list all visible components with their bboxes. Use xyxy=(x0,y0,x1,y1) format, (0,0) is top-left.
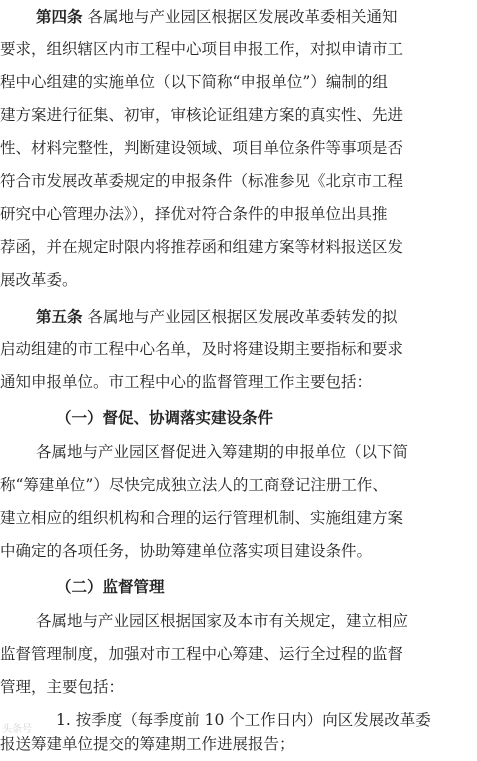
article-5-line-3: 通知申报单位。市工程中心的监督管理工作主要包括： xyxy=(0,373,373,391)
section-1-line-2: 称“筹建单位”）尽快完成独立法人的工商登记注册工作、 xyxy=(0,476,388,494)
section-1-line-1: 各属地与产业园区督促进入筹建期的申报单位（以下简 xyxy=(36,443,409,461)
section-2-line-1: 各属地与产业园区根据国家及本市有关规定，建立相应 xyxy=(36,612,409,630)
section-1-line-4: 中确定的各项任务，协助筹建单位落实项目建设条件。 xyxy=(0,542,373,560)
article-4-line-2: 要求，组织辖区内市工程中心项目申报工作，对拟申请市工 xyxy=(0,40,404,58)
section-2-line-2: 监督管理制度，加强对市工程中心筹建、运行全过程的监督 xyxy=(0,645,404,663)
article-4-line-4: 建方案进行征集、初审，审核论证组建方案的真实性、先进 xyxy=(0,106,404,124)
section-2-item-1-line-1: 1. 按季度（每季度前 10 个工作日内）向区发展改革委 xyxy=(56,711,431,729)
section-1-heading: （一）督促、协调落实建设条件 xyxy=(56,408,274,427)
article-5-line-1 xyxy=(0,300,477,333)
article-4-text: 各属地与产业园区根据区发展改革委相关通知 xyxy=(82,8,398,26)
article-4-line-1 xyxy=(0,0,477,33)
section-1-line-3: 建立相应的组织机构和合理的运行管理机制、实施组建方案 xyxy=(0,509,404,527)
section-2-heading: （二）监督管理 xyxy=(56,577,165,596)
article-4-heading: 第四条 xyxy=(36,7,83,26)
article-4-line-6: 符合市发展改革委规定的申报条件（标准参见《北京市工程 xyxy=(0,172,404,190)
article-4-line-7: 研究中心管理办法》），择优对符合条件的申报单位出具推 xyxy=(0,205,388,223)
article-4-line-5: 性、材料完整性，判断建设领域、项目单位条件等事项是否 xyxy=(0,139,404,157)
article-5-heading: 第五条 xyxy=(36,307,83,326)
section-2-item-1-line-2: 报送筹建单位提交的筹建期工作进展报告； xyxy=(0,735,295,753)
article-4-line-3: 程中心组建的实施单位（以下简称“申报单位”）编制的组 xyxy=(0,73,388,91)
article-4-line-9: 展改革委。 xyxy=(0,271,78,289)
article-4-line-8: 荐函，并在规定时限内将推荐函和组建方案等材料报送区发 xyxy=(0,238,404,256)
article-5-line-2: 启动组建的市工程中心名单，及时将建设期主要指标和要求 xyxy=(0,340,404,358)
section-2-line-3: 管理，主要包括： xyxy=(0,678,125,696)
article-5-text: 各属地与产业园区根据区发展改革委转发的拟 xyxy=(82,308,398,326)
watermark: 头条号 xyxy=(2,724,32,735)
